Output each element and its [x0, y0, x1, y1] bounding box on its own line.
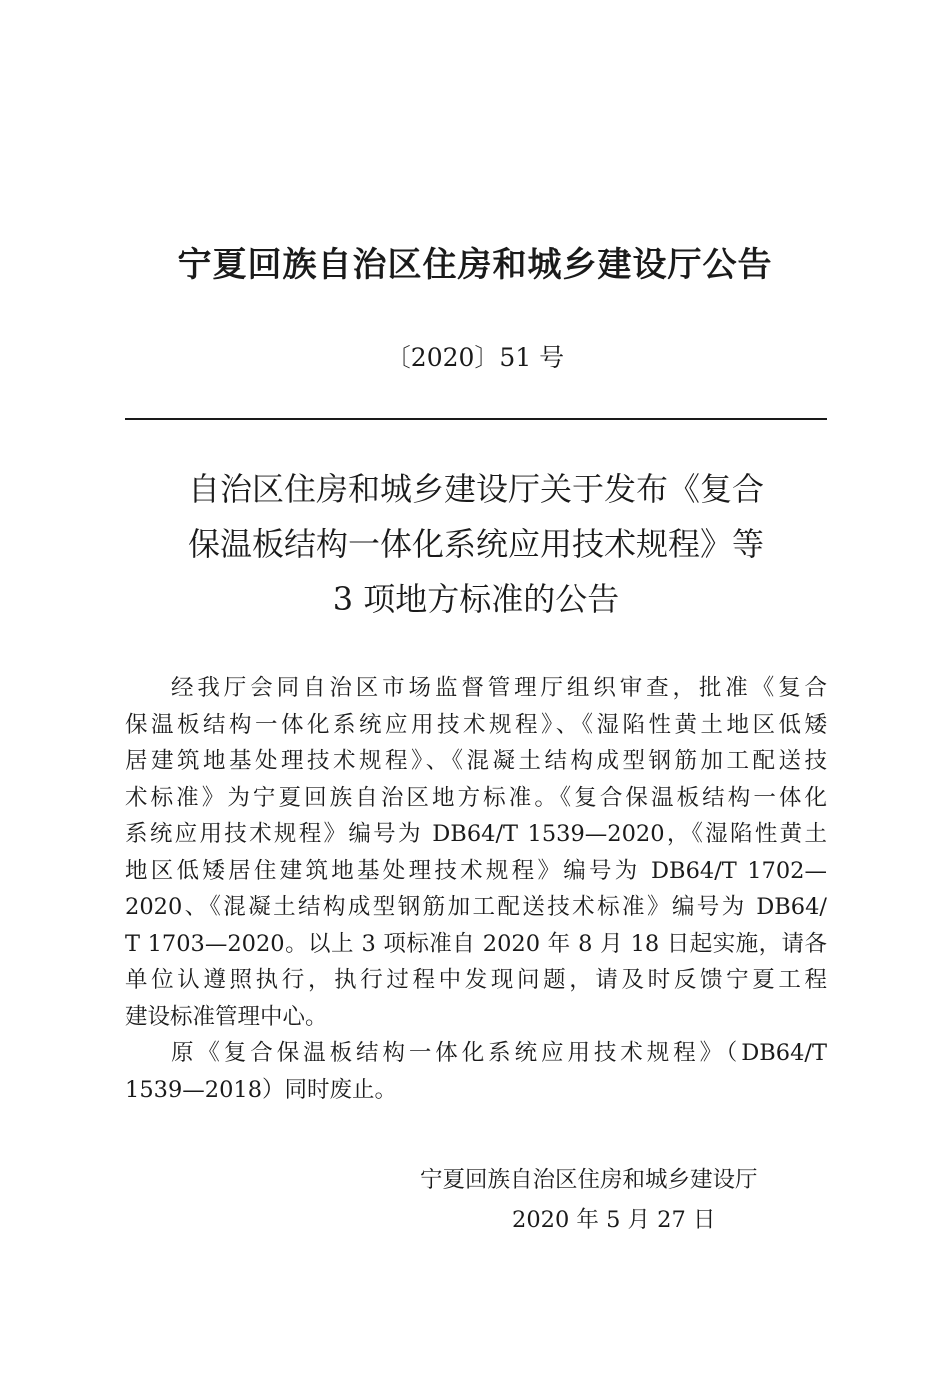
notice-title: [140, 462, 812, 627]
separator-rule: [125, 418, 827, 420]
notice-body: [125, 670, 827, 1108]
body-line: 建设标准管理中心。: [125, 1003, 328, 1030]
signature-block: [420, 1160, 820, 1240]
body-line: 单位认遵照执行，执行过程中发现问题，请及时反馈宁夏工程: [125, 967, 827, 993]
signature-org: 宁夏回族自治区住房和城乡建设厅: [420, 1167, 758, 1193]
body-line: 经我厅会同自治区市场监督管理厅组织审查，批准《复合: [171, 675, 827, 701]
body-line: 地区低矮居住建筑地基处理技术规程》编号为 DB64/T 1702—: [125, 857, 827, 884]
notice-title-line: 3 项地方标准的公告: [332, 580, 620, 618]
issuer-title: 宁夏回族自治区住房和城乡建设厅公告: [177, 245, 773, 285]
body-line: 系统应用技术规程》编号为 DB64/T 1539—2020，《湿陷性黄土: [125, 821, 827, 847]
body-line: 1539—2018）同时废止。: [125, 1076, 398, 1103]
body-line: 保温板结构一体化系统应用技术规程》、《湿陷性黄土地区低矮: [125, 711, 827, 738]
body-line: T 1703—2020。以上 3 项标准自 2020 年 8 月 18 日起实施，请各: [125, 930, 827, 957]
body-line: 术标准》为宁夏回族自治区地方标准。《复合保温板结构一体化: [125, 784, 827, 811]
notice-title-line: 保温板结构一体化系统应用技术规程》等: [187, 525, 764, 563]
body-line: 2020、《混凝土结构成型钢筋加工配送技术标准》编号为 DB64/: [125, 894, 827, 920]
document-number: 〔2020〕51 号: [385, 343, 565, 372]
signature-date: 2020 年 5 月 27 日: [512, 1207, 716, 1233]
body-line: 原《复合保温板结构一体化系统应用技术规程》（DB64/T: [171, 1040, 827, 1066]
notice-title-line: 自治区住房和城乡建设厅关于发布《复合: [187, 470, 764, 508]
body-line: 居建筑地基处理技术规程》、《混凝土结构成型钢筋加工配送技: [125, 748, 827, 774]
